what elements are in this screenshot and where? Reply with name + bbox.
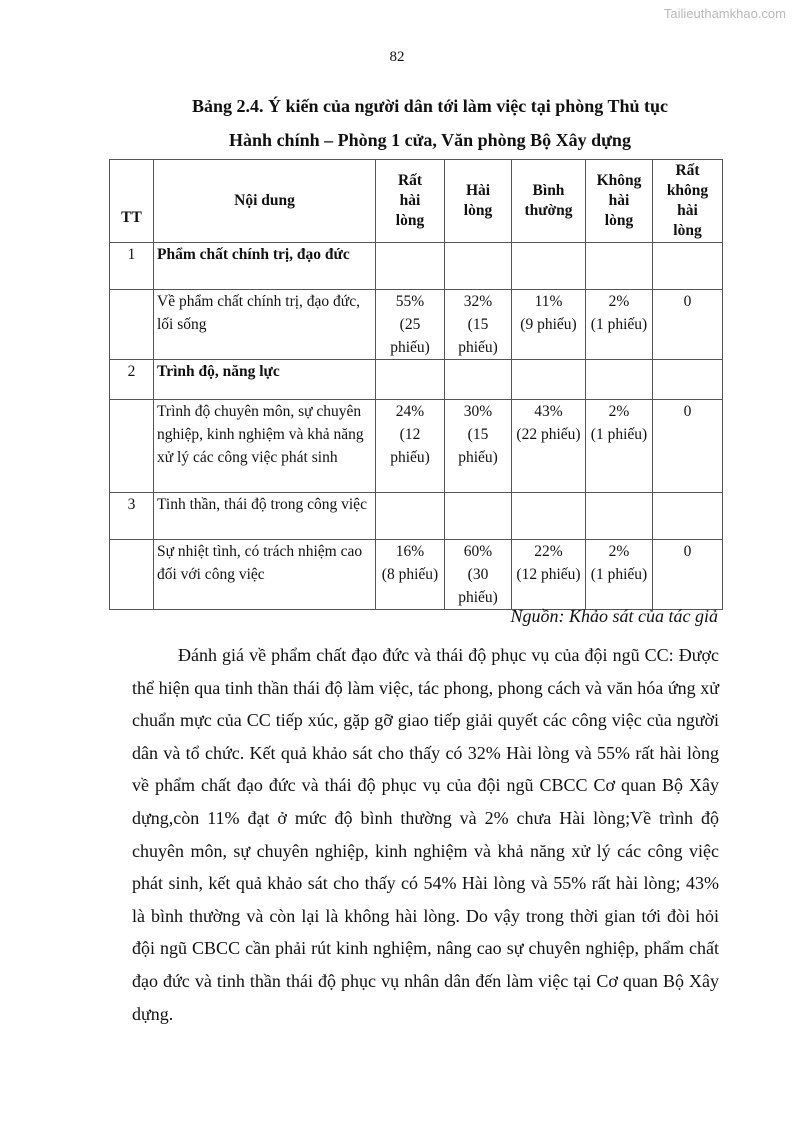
header-tt: TT — [110, 160, 154, 243]
survey-table — [109, 159, 723, 610]
body-paragraph-text: Đánh giá về phẩm chất đạo đức và thái độ phục vụ của đội ngũ CC: Được thể hiện qua tinh thần thái độ làm việc, tác phong, phong cách và văn hóa ứng xử chuẩn mực của CC tiếp xúc, gặp gỡ giao tiếp giải quyết các công việc của người dân và tổ chức. Kết quả khảo sát cho thấy có 32% Hài lòng và 55% rất hài lòng về phẩm chất đạo đức và thái độ phục vụ của đội ngũ CBCC Cơ quan Bộ Xây dựng,còn 11% đạt ở mức độ bình thường và 2% chưa Hài lòng;Về trình độ chuyên môn, sự chuyên nghiệp, kinh nghiệm và khả năng xử lý các công việc phát sinh, kết quả khảo sát cho thấy có 54% Hài lòng và 55% rất hài lòng; 43% là bình thường và còn lại là không hài lòng. Do vậy trong thời gian tới đòi hỏi đội ngũ CBCC cần phải rút kinh nghiệm, nâng cao sự chuyên nghiệp, phẩm chất đạo đức và tinh thần thái độ phục vụ nhân dân đến làm việc tại Cơ quan Bộ Xây dựng. — [132, 645, 719, 1024]
source-note: Nguồn: Khảo sát của tác giả — [510, 606, 718, 626]
value-cell: 16% (8 phiếu) — [376, 540, 445, 610]
header-very-unsatisfied: Rất không hài lòng — [653, 160, 723, 243]
header-satisfied: Hài lòng — [445, 160, 512, 243]
value-cell: 11% (9 phiếu) — [512, 290, 586, 360]
section-number: 3 — [110, 493, 154, 540]
section-number: 2 — [110, 360, 154, 400]
watermark-text: Tailieuthamkhao.com — [663, 6, 786, 21]
section-title: Phẩm chất chính trị, đạo đức — [154, 243, 376, 290]
table-row — [110, 540, 723, 610]
table-caption-line-1: Bảng 2.4. Ý kiến của người dân tới làm việc tại phòng Thủ tục — [192, 96, 668, 116]
page-number: 82 — [389, 49, 405, 65]
value-cell: 22% (12 phiếu) — [512, 540, 586, 610]
header-very-satisfied: Rất hài lòng — [376, 160, 445, 243]
header-normal: Bình thường — [512, 160, 586, 243]
value-cell: 43% (22 phiếu) — [512, 400, 586, 493]
table-row-section-2 — [110, 360, 723, 400]
section-title: Trình độ, năng lực — [154, 360, 376, 400]
section-title: Tinh thần, thái độ trong công việc — [154, 493, 376, 540]
header-unsatisfied: Không hài lòng — [586, 160, 653, 243]
value-cell: 32% (15 phiếu) — [445, 290, 512, 360]
section-number: 1 — [110, 243, 154, 290]
value-cell: 2% (1 phiếu) — [586, 290, 653, 360]
value-cell: 0 — [653, 290, 723, 360]
value-cell: 55% (25 phiếu) — [376, 290, 445, 360]
value-cell: 2% (1 phiếu) — [586, 540, 653, 610]
table-row — [110, 400, 723, 493]
value-cell: 30% (15 phiếu) — [445, 400, 512, 493]
table-row-section-3 — [110, 493, 723, 540]
value-cell: 24% (12 phiếu) — [376, 400, 445, 493]
item-description: Trình độ chuyên môn, sự chuyên nghiệp, kinh nghiệm và khả năng xử lý các công việc phát sinh — [154, 400, 376, 493]
table-row-section-1 — [110, 243, 723, 290]
value-cell: 60% (30 phiếu) — [445, 540, 512, 610]
table-caption-line-2: Hành chính – Phòng 1 cửa, Văn phòng Bộ Xây dựng — [229, 130, 631, 150]
value-cell: 0 — [653, 540, 723, 610]
item-description: Về phẩm chất chính trị, đạo đức, lối sống — [154, 290, 376, 360]
table-header-row — [110, 160, 723, 243]
item-description: Sự nhiệt tình, có trách nhiệm cao đối với công việc — [154, 540, 376, 610]
table-row — [110, 290, 723, 360]
value-cell: 2% (1 phiếu) — [586, 400, 653, 493]
body-paragraph — [132, 639, 719, 1030]
value-cell: 0 — [653, 400, 723, 493]
header-content: Nội dung — [154, 160, 376, 243]
